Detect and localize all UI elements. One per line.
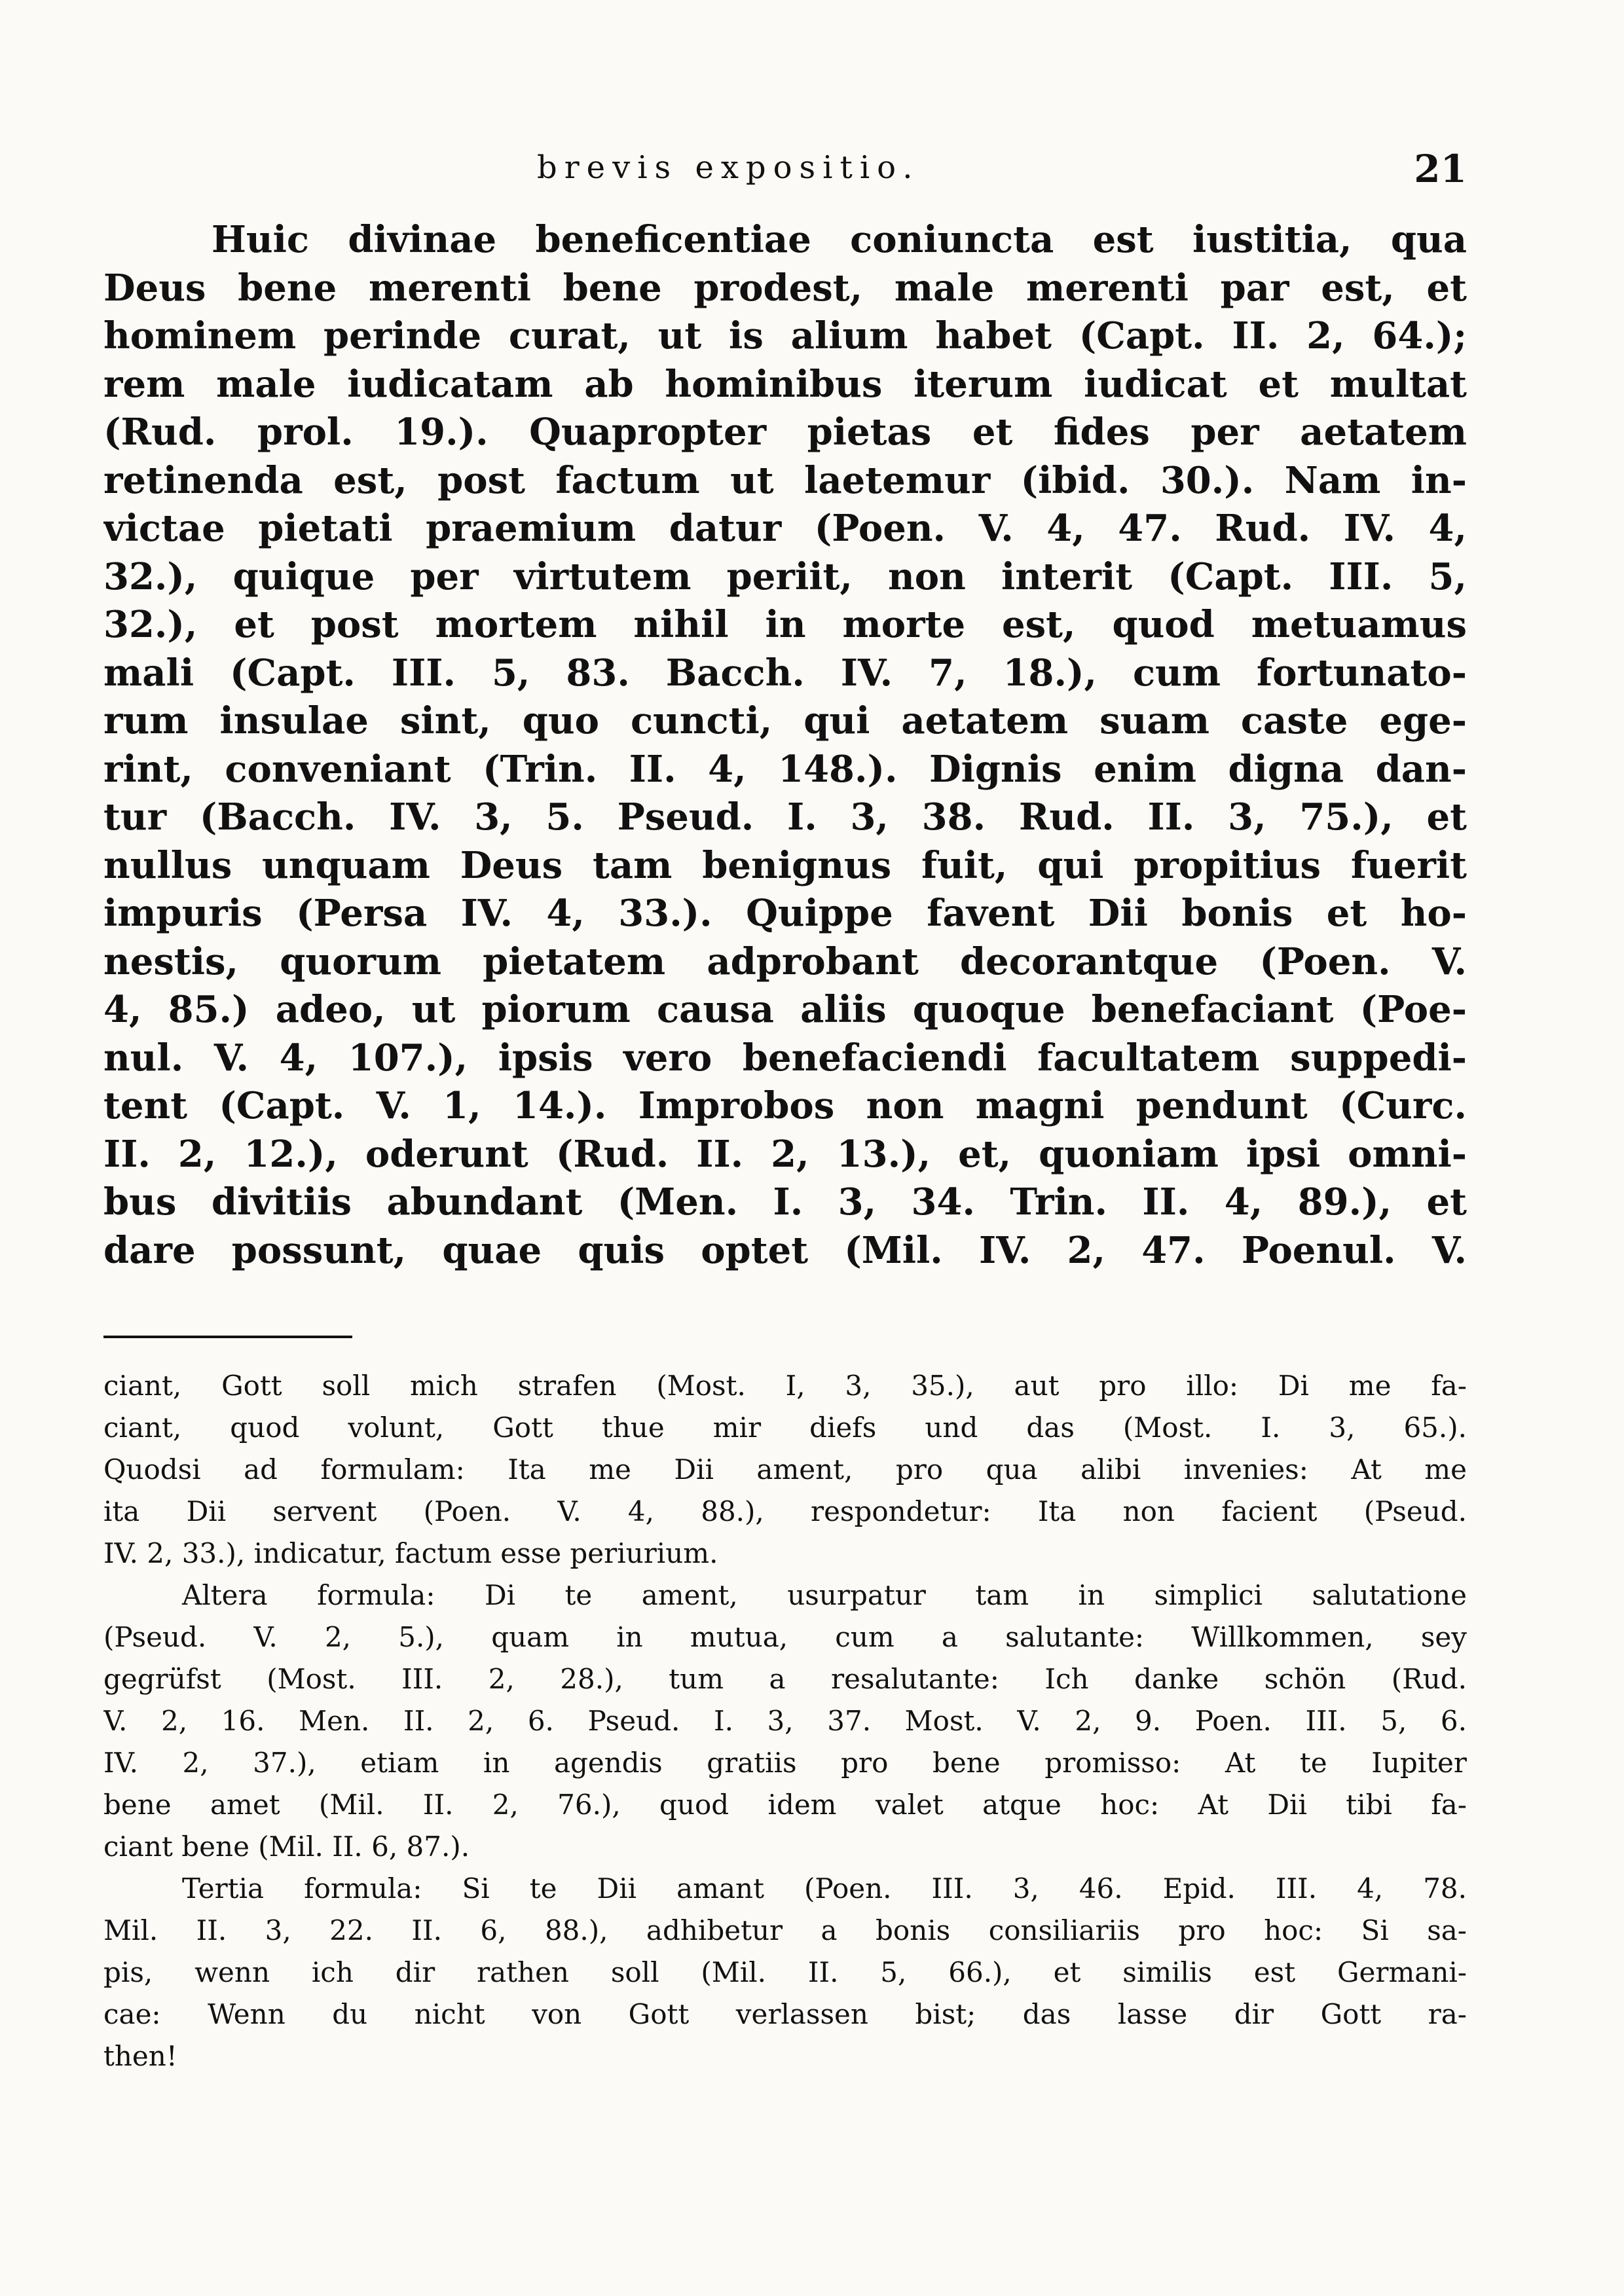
footnote-line: ciant bene (Mil. II. 6, 87.). (103, 1831, 470, 1863)
text-line: nullus unquam Deus tam benignus fuit, qui propitius fuerit (103, 843, 1467, 887)
text-line: bus divitiis abundant (Men. I. 3, 34. Trin. II. 4, 89.), et (103, 1180, 1467, 1224)
text-line: tur (Bacch. IV. 3, 5. Pseud. I. 3, 38. Rud. II. 3, 75.), et (103, 795, 1467, 839)
footnote-line: (Pseud. V. 2, 5.), quam in mutua, cum a salutante: Willkommen, sey (103, 1621, 1467, 1653)
footnote-line: then! (103, 2040, 177, 2072)
footnote-line: Mil. II. 3, 22. II. 6, 88.), adhibetur a bonis consiliariis pro hoc: Si sa- (103, 1914, 1467, 1946)
page-number: 21 (1414, 147, 1467, 191)
text-line: Deus bene merenti bene prodest, male merenti par est, et (103, 266, 1467, 310)
running-title: brevis expositio. (537, 149, 920, 186)
text-line: rint, conveniant (Trin. II. 4, 148.). Dignis enim digna dan- (103, 747, 1467, 791)
footnote-line: IV. 2, 33.), indicatur, factum esse periurium. (103, 1537, 718, 1569)
footnote-line: IV. 2, 37.), etiam in agendis gratiis pro bene promisso: At te Iupiter (103, 1747, 1467, 1779)
text-line: retinenda est, post factum ut laetemur (ibid. 30.). Nam in- (103, 458, 1467, 502)
footnote-rule (103, 1336, 352, 1338)
text-line: hominem perinde curat, ut is alium habet (Capt. II. 2, 64.); (103, 314, 1467, 357)
text-line: mali (Capt. III. 5, 83. Bacch. IV. 7, 18.), cum fortunato- (103, 651, 1467, 695)
text-line: impuris (Persa IV. 4, 33.). Quippe favent Dii bonis et ho- (103, 892, 1467, 935)
footnotes (103, 1365, 1467, 2077)
footnote-line: ita Dii servent (Poen. V. 4, 88.), respondetur: Ita non facient (Pseud. (103, 1495, 1467, 1527)
text-line: Huic divinae beneficentiae coniuncta est iustitia, qua (212, 218, 1467, 261)
text-line: rem male iudicatam ab hominibus iterum iudicat et multat (103, 362, 1467, 406)
footnote-line: ciant, quod volunt, Gott thue mir diefs und das (Most. I. 3, 65.). (103, 1412, 1467, 1444)
page-header (537, 149, 1467, 195)
text-line: II. 2, 12.), oderunt (Rud. II. 2, 13.), et, quoniam ipsi omni- (103, 1132, 1467, 1176)
text-line: tent (Capt. V. 1, 14.). Improbos non magni pendunt (Curc. (103, 1084, 1467, 1127)
text-line: 32.), et post mortem nihil in morte est, quod metuamus (103, 603, 1467, 646)
footnote-line: cae: Wenn du nicht von Gott verlassen bist; das lasse dir Gott ra- (103, 1998, 1467, 2030)
footnote-line: pis, wenn ich dir rathen soll (Mil. II. 5, 66.), et similis est Germani- (103, 1956, 1467, 1988)
text-line: victae pietati praemium datur (Poen. V. 4, 47. Rud. IV. 4, (103, 507, 1467, 550)
text-line: (Rud. prol. 19.). Quapropter pietas et fides per aetatem (103, 410, 1467, 454)
text-line: 4, 85.) adeo, ut piorum causa aliis quoque benefaciant (Poe- (103, 988, 1467, 1031)
main-text (103, 216, 1467, 1275)
footnote-line: Altera formula: Di te ament, usurpatur tam in simplici salutatione (182, 1579, 1467, 1611)
footnote-line: V. 2, 16. Men. II. 2, 6. Pseud. I. 3, 37. Most. V. 2, 9. Poen. III. 5, 6. (103, 1705, 1467, 1737)
footnote-line: Tertia formula: Si te Dii amant (Poen. III. 3, 46. Epid. III. 4, 78. (182, 1872, 1467, 1904)
text-line: dare possunt, quae quis optet (Mil. IV. 2, 47. Poenul. V. (103, 1228, 1467, 1272)
footnote-line: gegrüfst (Most. III. 2, 28.), tum a resalutante: Ich danke schön (Rud. (103, 1663, 1467, 1695)
footnote-line: ciant, Gott soll mich strafen (Most. I, 3, 35.), aut pro illo: Di me fa- (103, 1370, 1467, 1402)
footnote-line: Quodsi ad formulam: Ita me Dii ament, pro qua alibi invenies: At me (103, 1453, 1467, 1485)
text-line: nestis, quorum pietatem adprobant decorantque (Poen. V. (103, 939, 1467, 983)
text-line: 32.), quique per virtutem periit, non interit (Capt. III. 5, (103, 555, 1467, 598)
text-line: nul. V. 4, 107.), ipsis vero benefaciendi facultatem suppedi- (103, 1036, 1467, 1080)
footnote-line: bene amet (Mil. II. 2, 76.), quod idem valet atque hoc: At Dii tibi fa- (103, 1789, 1467, 1821)
text-line: rum insulae sint, quo cuncti, qui aetatem suam caste ege- (103, 699, 1467, 742)
